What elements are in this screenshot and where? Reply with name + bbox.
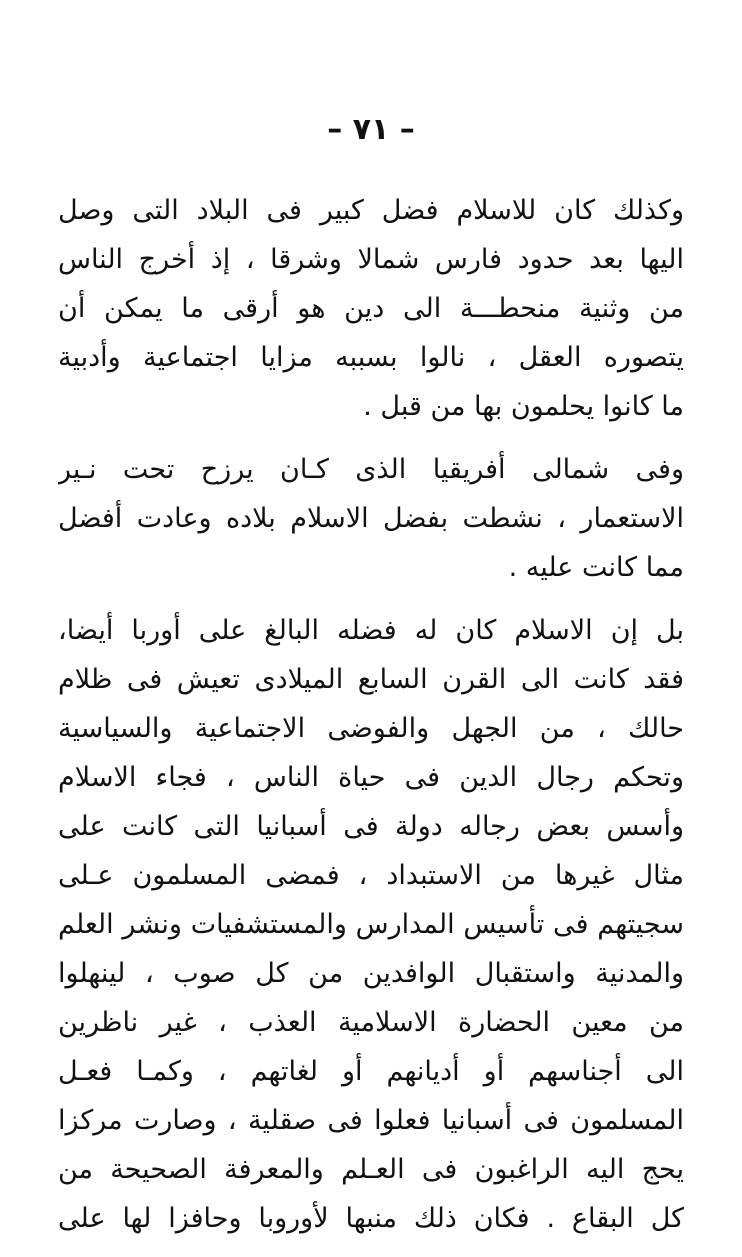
text-line: من وثنية منحطـــة الى دين هو أرقى ما يمكن أن <box>58 293 684 324</box>
text-line: من معين الحضارة الاسلامية العذب ، غير ناظرين <box>58 1007 684 1038</box>
paragraph-3 <box>58 606 684 1243</box>
text-line: اليها بعد حدود فارس شمالا وشرقا ، إذ أخرج الناس <box>58 244 684 275</box>
paragraph-2 <box>58 445 684 592</box>
text-line: ما كانوا يحلمون بها من قبل . <box>363 391 684 422</box>
text-line: سجيتهم فى تأسيس المدارس والمستشفيات ونشر العلم <box>58 909 684 940</box>
text-line: الى أجناسهم أو أديانهم أو لغاتهم ، وكمـا فعـل <box>58 1056 684 1087</box>
text-line: كل البقاع . فكان ذلك منبها لأوروبا وحافزا لها على <box>58 1203 684 1234</box>
text-line: مثال غيرها من الاستبداد ، فمضى المسلمون عـلى <box>58 860 684 891</box>
page-body <box>58 186 684 1257</box>
text-line: الاستعمار ، نشطت بفضل الاسلام بلاده وعادت أفضل <box>58 503 684 534</box>
text-line: المسلمون فى أسبانيا فعلوا فى صقلية ، وصارت مركزا <box>58 1105 684 1136</box>
text-line: وتحكم رجال الدين فى حياة الناس ، فجاء الاسلام <box>58 762 684 793</box>
text-line: وفى شمالى أفريقيا الذى كـان يرزح تحت نـير <box>58 454 684 485</box>
text-line: بل إن الاسلام كان له فضله البالغ على أوربا أيضا، <box>58 615 684 646</box>
text-line: حالك ، من الجهل والفوضى الاجتماعية والسياسية <box>58 713 684 744</box>
text-line: يحج اليه الراغبون فى العـلم والمعرفة الصحيحة من <box>58 1154 684 1185</box>
text-line: وأسس بعض رجاله دولة فى أسبانيا التى كانت على <box>58 811 684 842</box>
text-line: فقد كانت الى القرن السابع الميلادى تعيش فى ظلام <box>58 664 684 695</box>
text-line: والمدنية واستقبال الوافدين من كل صوب ، لينهلوا <box>58 958 684 989</box>
text-line: يتصوره العقل ، نالوا بسببه مزايا اجتماعية وأدبية <box>58 342 684 373</box>
text-line: مما كانت عليه . <box>508 552 684 583</box>
page-number: – ٧١ – <box>327 112 415 147</box>
text-line: وكذلك كان للاسلام فضل كبير فى البلاد التى وصل <box>58 195 684 226</box>
paragraph-1 <box>58 186 684 431</box>
